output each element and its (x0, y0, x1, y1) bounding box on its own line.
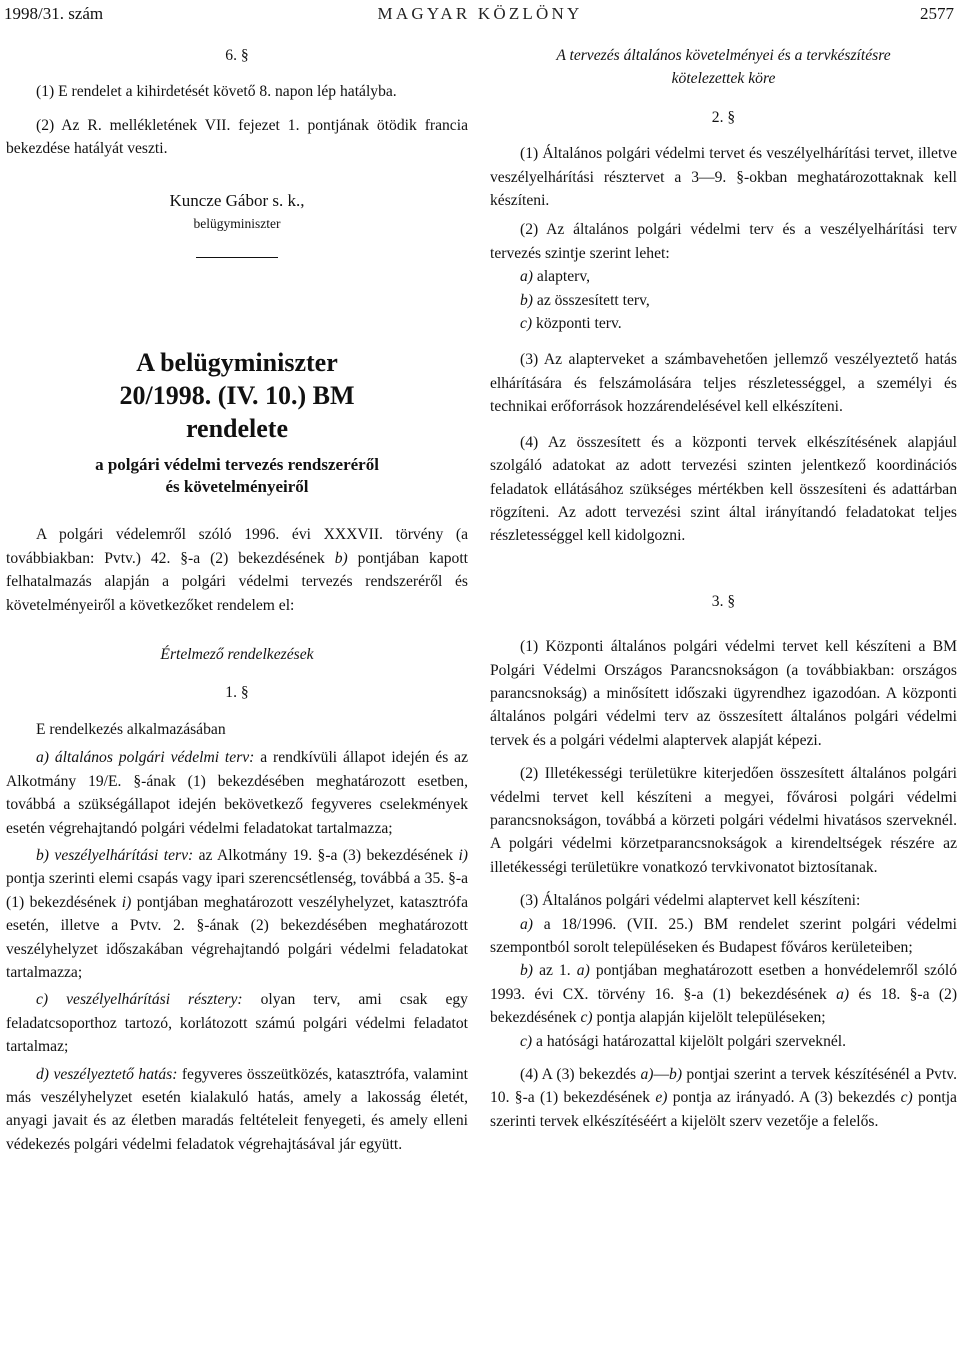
section-2-item-c: c) központi terv. (520, 315, 622, 333)
section-2-item-a: a) alapterv, (520, 268, 590, 286)
decree-title-line-1: A belügyminiszter (136, 348, 338, 378)
decree-title-line-3: rendelete (185, 414, 289, 444)
section-6-paragraph-2: (2) Az R. mellékletének VII. fejezet 1. pontjának ötödik francia bekezdése hatályát veszti. (6, 116, 468, 158)
section-heading-requirements-line-2: kötelezettek köre (671, 70, 776, 88)
section-heading-requirements-line-1: A tervezés általános követelményei és a tervkészítésre (556, 47, 891, 64)
definition-b: b) veszélyelhárítási terv: az Alkotmány 19. §-a (3) bekezdésének i) pontja szerinti elemi csapás vagy ipari szerencsétlenség, továbbá a 35. §-a (1) bekezdésének i) pontjában meghatározott veszélyhelyzet, katasztrófa esetén, illetve a Pvtv. 2. §-ának (2) bekezdésében meghatározott veszélyhelyzet időszakában végrehajtandó polgári védelmi feladatokat tartalmazza; (6, 846, 469, 981)
signature-name: Kuncze Gábor s. k., (169, 190, 305, 210)
definition-a: a) általános polgári védelmi terv: a rendkívüli állapot idején és az Alkotmány 19/E. §-ának (1) bekezdésében meghatározott esetben, továbbá a szükségállapot idején bekövetkező fegyveres cselekmények esetén végrehajtandó polgári védelmi feladatokat tartalmazza; (6, 749, 468, 837)
page-header (0, 4, 960, 28)
section-3-item-b: b) az 1. a) pontjában meghatározott esetben a honvédelemről szóló 1993. évi CX. törvény 16. §-a (1) bekezdésének a) és 18. §-a (2) bekezdésének c) pontja alapján kijelölt településeken; (490, 962, 958, 1027)
section-6-paragraph-1: (1) E rendelet a kihirdetését követő 8. napon lép hatályba. (36, 83, 397, 101)
section-2-paragraph-4: (4) Az összesített és a központi tervek elkészítésének alapjául szolgáló adatokat az adott tervezési szinten jelentkező koordinációs feladatok ellátásához szükséges mértékben kell összesíteni és adattárban rögzíteni. Az adott tervezési szint által irányítandó feladatokat teljes részletességgel kell kidolgozni. (490, 433, 957, 545)
section-2-paragraph-2: (2) Az általános polgári védelmi terv és a veszélyelhárítási terv tervezés szintje szerint lehet: (490, 221, 957, 262)
definition-d: d) veszélyeztető hatás: fegyveres összeütközés, katasztrófa, valamint más veszélyhelyzet esetén kialakuló hatás, amely a lakosság életét, anyagi javait és az életben maradás feltételeit fenyegeti, és amely elleni védekezés polgári védelmi feladatok végrehajtásával jár együtt. (6, 1065, 468, 1153)
page-number: 2577 (920, 4, 954, 23)
left-column (6, 44, 468, 1156)
decree-title-line-2: 20/1998. (IV. 10.) BM (119, 381, 355, 411)
section-6-heading: 6. § (225, 47, 249, 64)
definition-c: c) veszélyelhárítási résztery: olyan terv, ami csak egy feladatcsoporthoz tartozó, korlátozott számú polgári védelmi feladatot tartalmaz; (6, 991, 468, 1056)
section-1-heading: 1. § (225, 684, 249, 702)
signature-title: belügyminiszter (193, 216, 281, 232)
section-3-paragraph-4: (4) A (3) bekezdés a)—b) pontjai szerint a tervek készítésénél a Pvtv. 10. §-a (1) bekezdésének e) pontja az irányadó. A (3) bekezdés c) pontja szerinti tervek elkészítéséért a kijelölt szerv vezetője a felelős. (490, 1066, 957, 1130)
right-column (490, 44, 957, 1133)
section-3-item-a: a) a 18/1996. (VII. 25.) BM rendelet szerint polgári védelmi szempontból sorolt településeken és Budapest főváros kerületeiben; (490, 915, 957, 956)
section-2-paragraph-3: (3) Az alapterveket a számbavehetően jellemző veszélyeztető hatás elhárítására és felszámolására teljes részletességgel, a személyi és technikai erőforrások hozzárendelésével kell elkészíteni. (490, 351, 957, 416)
issue-number: 1998/31. szám (4, 4, 104, 23)
journal-title: MAGYAR KÖZLÖNY (377, 4, 583, 23)
section-2-item-b: b) az összesített terv, (520, 291, 650, 309)
section-1-intro: E rendelkezés alkalmazásában (36, 720, 226, 738)
section-heading-definitions: Értelmező rendelkezések (160, 646, 314, 664)
section-3-heading: 3. § (711, 592, 736, 610)
section-3-paragraph-3: (3) Általános polgári védelmi alaptervet kell készíteni: (520, 892, 861, 910)
section-3-paragraph-1: (1) Központi általános polgári védelmi tervet kell készíteni a BM Polgári Védelmi Országos Parancsnokságon (a továbbiakban: országos parancsnokság) a minősített időszaki ügyrendhez igazodóan. A központi általános polgári védelmi terv az összesített általános polgári védelmi tervek és a polgári védelmi alaptervek alapját képezi. (490, 638, 957, 749)
section-2-heading: 2. § (711, 108, 736, 126)
decree-subtitle-line-1: a polgári védelmi tervezés rendszeréről (95, 455, 379, 475)
preamble: A polgári védelemről szóló 1996. évi XXXVII. törvény (a továbbiakban: Pvtv.) 42. §-a (2) bekezdésének b) pontjában kapott felhatalmazás alapján a polgári védelmi tervezés rendszeréről és követelményeiről a következőket rendelem el: (6, 526, 469, 614)
decree-subtitle-line-2: és követelményeiről (165, 477, 309, 497)
section-3-item-c: c) a hatósági határozattal kijelölt polgári szerveknél. (520, 1032, 847, 1050)
section-3-paragraph-2: (2) Illetékességi területükre kiterjedően összesített általános polgári védelmi tervet kell készíteni a megyei, fővárosi polgári védelmi parancsnokságon, továbbá a körzeti polgári védelmi hivatásos szerveknél. A polgári védelmi körzetparancsnokságok a kirendeltségek részére az illetékességi területükre vonatkozó tervkivonatot biztosítanak. (490, 765, 957, 876)
section-2-paragraph-1: (1) Általános polgári védelmi tervet és veszélyelhárítási tervet, illetve veszélyelhárítási résztervet a 3—9. §-okban meghatározottaknak kell készíteni. (490, 145, 957, 210)
